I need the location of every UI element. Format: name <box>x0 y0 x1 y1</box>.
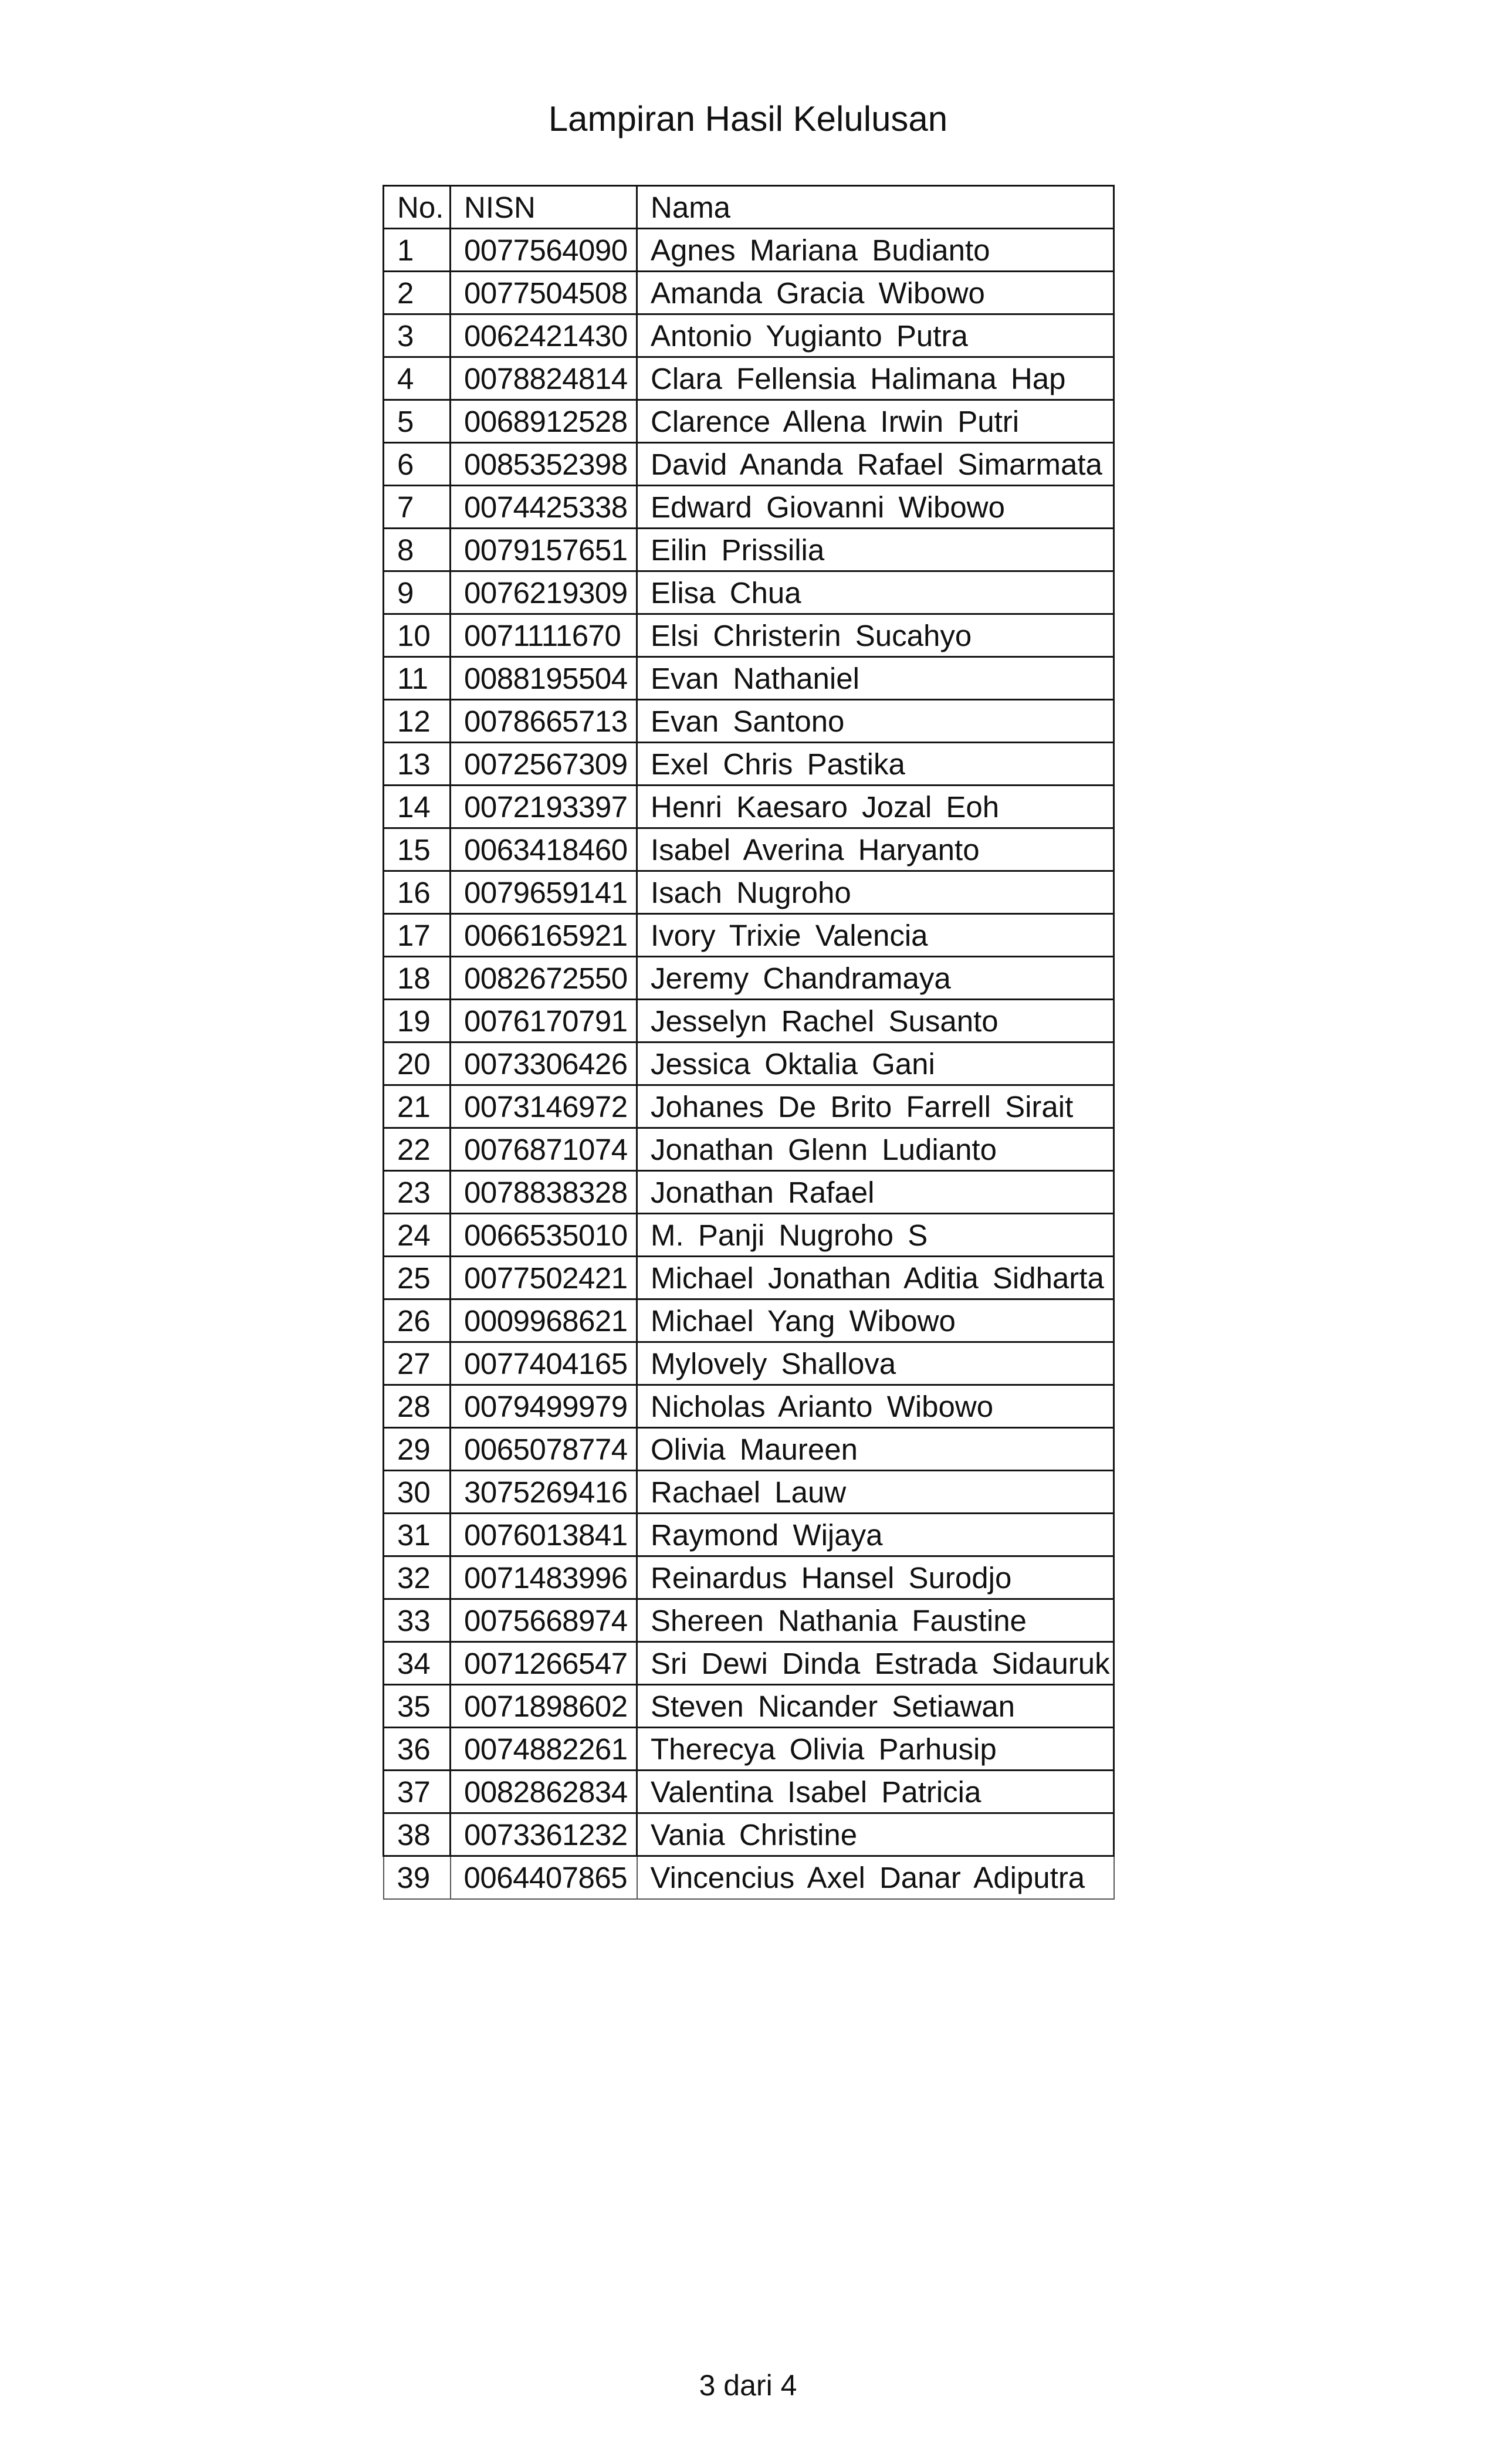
cell-nama: Michael Yang Wibowo <box>637 1299 1114 1342</box>
cell-no: 38 <box>384 1813 451 1856</box>
table-row <box>384 957 1114 1000</box>
cell-nisn: 0085352398 <box>451 443 637 486</box>
cell-no: 23 <box>384 1171 451 1214</box>
cell-no: 22 <box>384 1128 451 1171</box>
table-row <box>384 272 1114 314</box>
table-row <box>384 1128 1114 1171</box>
cell-nisn: 0009968621 <box>451 1299 637 1342</box>
cell-nama: Mylovely Shallova <box>637 1342 1114 1385</box>
cell-nisn: 0063418460 <box>451 828 637 871</box>
column-header-nisn: NISN <box>451 186 637 229</box>
table-row <box>384 1385 1114 1428</box>
cell-nama: Vincencius Axel Danar Adiputra <box>637 1856 1114 1899</box>
cell-no: 24 <box>384 1214 451 1257</box>
table-row <box>384 1257 1114 1299</box>
cell-nama: Ivory Trixie Valencia <box>637 914 1114 957</box>
table-row <box>384 443 1114 486</box>
cell-nama: Clara Fellensia Halimana Hap <box>637 357 1114 400</box>
cell-nisn: 0066535010 <box>451 1214 637 1257</box>
table-row <box>384 743 1114 786</box>
cell-no: 29 <box>384 1428 451 1471</box>
table-row <box>384 1214 1114 1257</box>
cell-nisn: 0088195504 <box>451 657 637 700</box>
cell-nama: Clarence Allena Irwin Putri <box>637 400 1114 443</box>
cell-no: 20 <box>384 1043 451 1085</box>
table-row <box>384 1171 1114 1214</box>
cell-no: 10 <box>384 614 451 657</box>
cell-nama: Amanda Gracia Wibowo <box>637 272 1114 314</box>
column-header-nama: Nama <box>637 186 1114 229</box>
cell-nama: Exel Chris Pastika <box>637 743 1114 786</box>
table-row <box>384 1599 1114 1642</box>
cell-no: 6 <box>384 443 451 486</box>
cell-nama: Reinardus Hansel Surodjo <box>637 1556 1114 1599</box>
cell-nama: Elsi Christerin Sucahyo <box>637 614 1114 657</box>
cell-no: 33 <box>384 1599 451 1642</box>
cell-nisn: 0072567309 <box>451 743 637 786</box>
cell-nisn: 0078824814 <box>451 357 637 400</box>
cell-nama: Jonathan Rafael <box>637 1171 1114 1214</box>
cell-nisn: 0073361232 <box>451 1813 637 1856</box>
cell-no: 7 <box>384 486 451 529</box>
cell-nisn: 0078838328 <box>451 1171 637 1214</box>
cell-nama: David Ananda Rafael Simarmata <box>637 443 1114 486</box>
cell-nisn: 3075269416 <box>451 1471 637 1514</box>
cell-nisn: 0079659141 <box>451 871 637 914</box>
table-row <box>384 614 1114 657</box>
table-row <box>384 1299 1114 1342</box>
cell-nisn: 0074882261 <box>451 1728 637 1771</box>
cell-nama: Edward Giovanni Wibowo <box>637 486 1114 529</box>
cell-no: 30 <box>384 1471 451 1514</box>
cell-nisn: 0066165921 <box>451 914 637 957</box>
table-row <box>384 914 1114 957</box>
cell-nisn: 0071111670 <box>451 614 637 657</box>
cell-nama: Vania Christine <box>637 1813 1114 1856</box>
table-row <box>384 1471 1114 1514</box>
cell-nisn: 0078665713 <box>451 700 637 743</box>
cell-nama: Nicholas Arianto Wibowo <box>637 1385 1114 1428</box>
cell-nama: Antonio Yugianto Putra <box>637 314 1114 357</box>
cell-no: 3 <box>384 314 451 357</box>
cell-nisn: 0073146972 <box>451 1085 637 1128</box>
cell-nama: Raymond Wijaya <box>637 1514 1114 1556</box>
cell-nisn: 0075668974 <box>451 1599 637 1642</box>
cell-nama: Jesselyn Rachel Susanto <box>637 1000 1114 1043</box>
cell-no: 28 <box>384 1385 451 1428</box>
cell-nama: Henri Kaesaro Jozal Eoh <box>637 786 1114 828</box>
table-header-row <box>384 186 1114 229</box>
table-row <box>384 1085 1114 1128</box>
table-row <box>384 828 1114 871</box>
table-row <box>384 1685 1114 1728</box>
table-row <box>384 1000 1114 1043</box>
cell-nama: Agnes Mariana Budianto <box>637 229 1114 272</box>
cell-no: 12 <box>384 700 451 743</box>
cell-nisn: 0076871074 <box>451 1128 637 1171</box>
cell-no: 18 <box>384 957 451 1000</box>
table-row <box>384 1428 1114 1471</box>
table-row <box>384 1771 1114 1813</box>
cell-no: 9 <box>384 571 451 614</box>
document-title: Lampiran Hasil Kelulusan <box>548 99 948 138</box>
table-row <box>384 1342 1114 1385</box>
cell-nisn: 0076170791 <box>451 1000 637 1043</box>
cell-nama: Therecya Olivia Parhusip <box>637 1728 1114 1771</box>
table-row <box>384 657 1114 700</box>
cell-nisn: 0068912528 <box>451 400 637 443</box>
cell-no: 2 <box>384 272 451 314</box>
table-row <box>384 786 1114 828</box>
column-header-no: No. <box>384 186 451 229</box>
cell-no: 31 <box>384 1514 451 1556</box>
cell-nama: Olivia Maureen <box>637 1428 1114 1471</box>
cell-nisn: 0079499979 <box>451 1385 637 1428</box>
cell-nisn: 0079157651 <box>451 529 637 571</box>
cell-nisn: 0071483996 <box>451 1556 637 1599</box>
cell-no: 5 <box>384 400 451 443</box>
cell-no: 15 <box>384 828 451 871</box>
cell-nisn: 0074425338 <box>451 486 637 529</box>
cell-nisn: 0076013841 <box>451 1514 637 1556</box>
cell-nama: Shereen Nathania Faustine <box>637 1599 1114 1642</box>
cell-nisn: 0071266547 <box>451 1642 637 1685</box>
cell-nama: M. Panji Nugroho S <box>637 1214 1114 1257</box>
cell-nama: Rachael Lauw <box>637 1471 1114 1514</box>
table-row <box>384 1514 1114 1556</box>
page-indicator: 3 dari 4 <box>699 2369 797 2402</box>
cell-nisn: 0073306426 <box>451 1043 637 1085</box>
cell-no: 1 <box>384 229 451 272</box>
cell-nama: Sri Dewi Dinda Estrada Sidauruk <box>637 1642 1114 1685</box>
cell-nama: Johanes De Brito Farrell Sirait <box>637 1085 1114 1128</box>
cell-no: 36 <box>384 1728 451 1771</box>
cell-no: 35 <box>384 1685 451 1728</box>
table-row <box>384 871 1114 914</box>
cell-no: 27 <box>384 1342 451 1385</box>
cell-no: 37 <box>384 1771 451 1813</box>
cell-no: 19 <box>384 1000 451 1043</box>
cell-no: 26 <box>384 1299 451 1342</box>
table-row <box>384 1813 1114 1856</box>
cell-nisn: 0077564090 <box>451 229 637 272</box>
cell-no: 13 <box>384 743 451 786</box>
cell-nisn: 0077502421 <box>451 1257 637 1299</box>
table-row <box>384 1728 1114 1771</box>
cell-no: 21 <box>384 1085 451 1128</box>
cell-nisn: 0082862834 <box>451 1771 637 1813</box>
cell-nama: Jonathan Glenn Ludianto <box>637 1128 1114 1171</box>
cell-no: 17 <box>384 914 451 957</box>
table-row <box>384 229 1114 272</box>
cell-nisn: 0065078774 <box>451 1428 637 1471</box>
cell-nama: Michael Jonathan Aditia Sidharta <box>637 1257 1114 1299</box>
table-row <box>384 400 1114 443</box>
table-row <box>384 1043 1114 1085</box>
table-row <box>384 1856 1114 1899</box>
cell-nisn: 0062421430 <box>451 314 637 357</box>
table-row <box>384 1556 1114 1599</box>
table-row <box>384 486 1114 529</box>
cell-no: 16 <box>384 871 451 914</box>
cell-no: 8 <box>384 529 451 571</box>
cell-no: 11 <box>384 657 451 700</box>
table-row <box>384 357 1114 400</box>
cell-nama: Eilin Prissilia <box>637 529 1114 571</box>
table-body <box>384 229 1114 1899</box>
cell-nama: Isabel Averina Haryanto <box>637 828 1114 871</box>
cell-nama: Valentina Isabel Patricia <box>637 1771 1114 1813</box>
table-row <box>384 571 1114 614</box>
cell-no: 25 <box>384 1257 451 1299</box>
cell-nama: Isach Nugroho <box>637 871 1114 914</box>
cell-nisn: 0064407865 <box>451 1856 637 1899</box>
graduation-results-table <box>383 185 1115 1900</box>
cell-no: 32 <box>384 1556 451 1599</box>
cell-nama: Steven Nicander Setiawan <box>637 1685 1114 1728</box>
cell-no: 39 <box>384 1856 451 1899</box>
cell-no: 14 <box>384 786 451 828</box>
cell-nama: Evan Santono <box>637 700 1114 743</box>
cell-nisn: 0071898602 <box>451 1685 637 1728</box>
cell-nisn: 0082672550 <box>451 957 637 1000</box>
table-row <box>384 314 1114 357</box>
cell-nisn: 0077504508 <box>451 272 637 314</box>
cell-nama: Elisa Chua <box>637 571 1114 614</box>
cell-nisn: 0077404165 <box>451 1342 637 1385</box>
cell-no: 34 <box>384 1642 451 1685</box>
table-row <box>384 1642 1114 1685</box>
table-row <box>384 529 1114 571</box>
cell-no: 4 <box>384 357 451 400</box>
cell-nama: Evan Nathaniel <box>637 657 1114 700</box>
cell-nama: Jessica Oktalia Gani <box>637 1043 1114 1085</box>
cell-nisn: 0072193397 <box>451 786 637 828</box>
cell-nisn: 0076219309 <box>451 571 637 614</box>
cell-nama: Jeremy Chandramaya <box>637 957 1114 1000</box>
table-row <box>384 700 1114 743</box>
